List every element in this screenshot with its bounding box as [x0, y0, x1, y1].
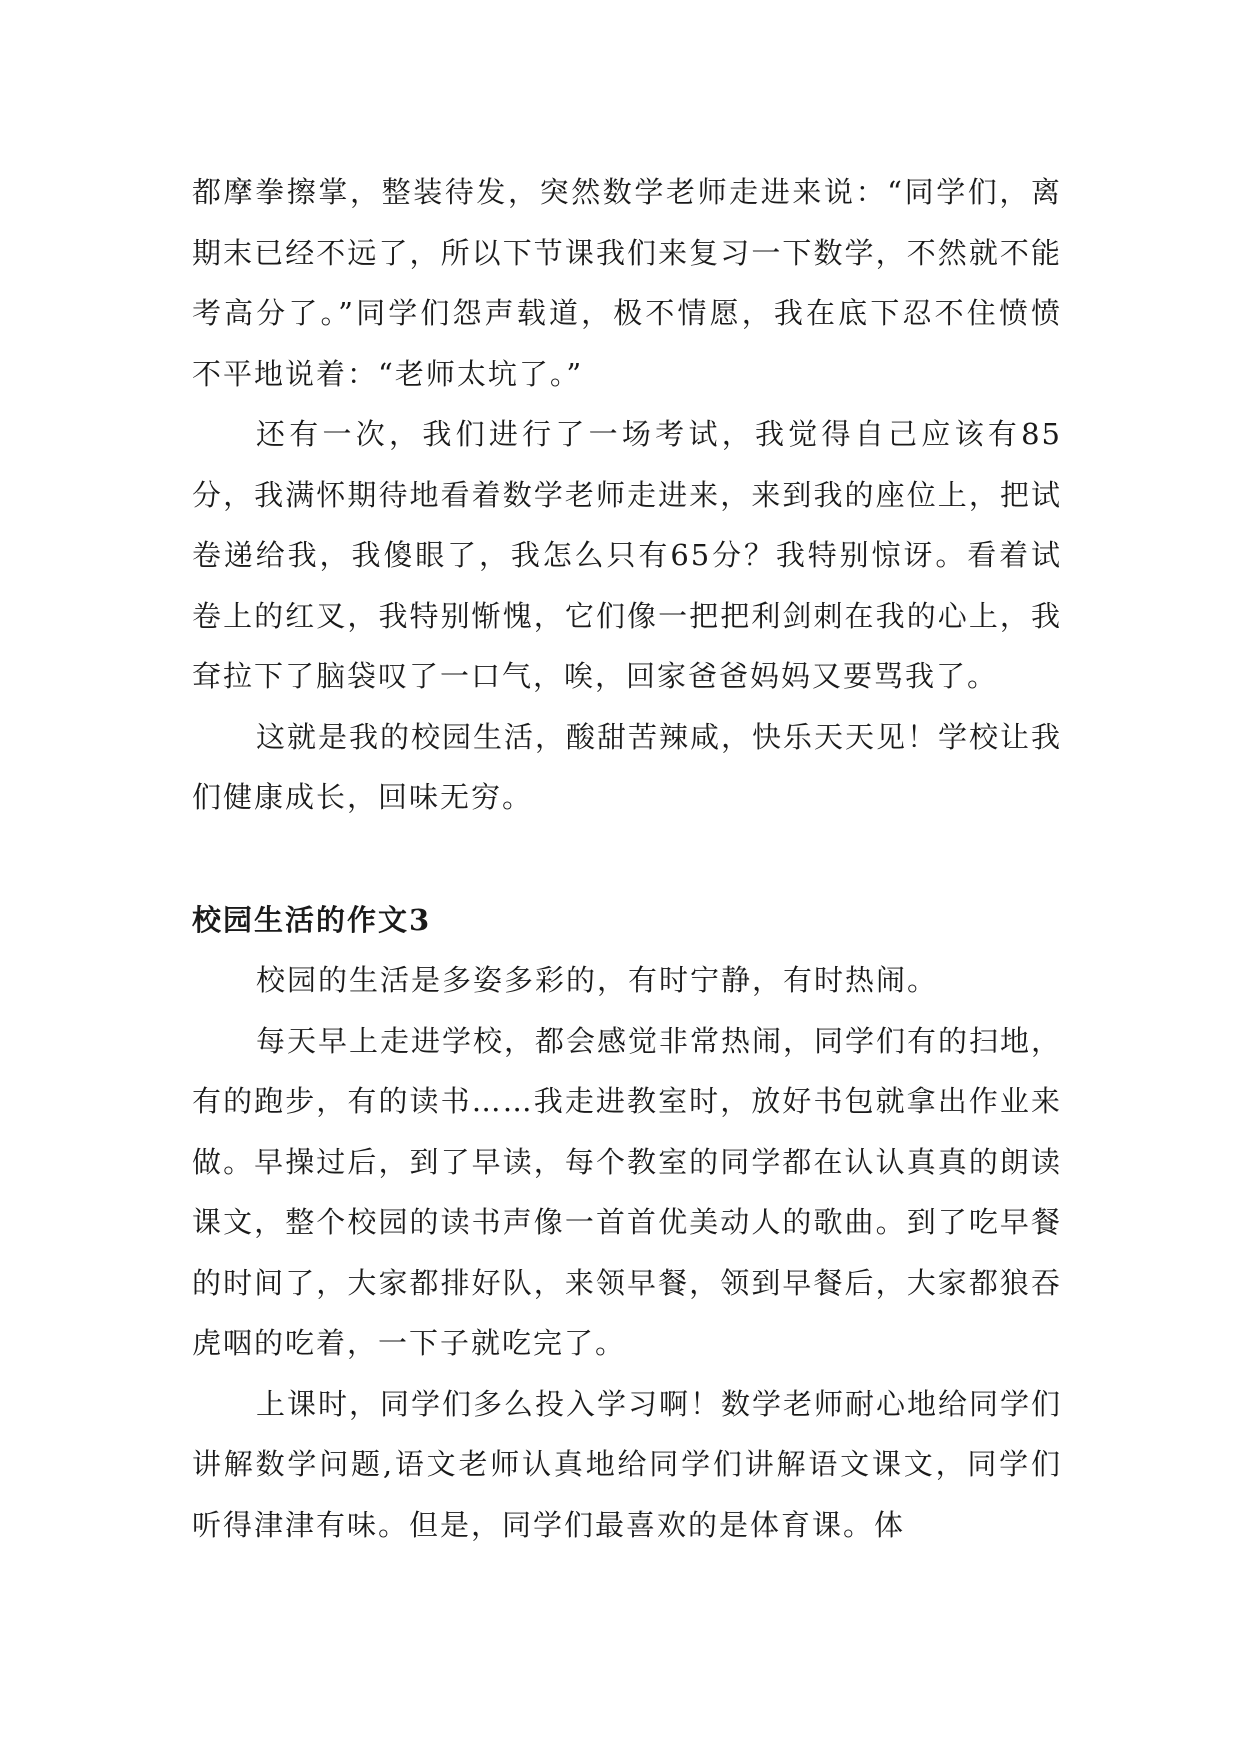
paragraph: 每天早上走进学校，都会感觉非常热闹，同学们有的扫地，有的跑步，有的读书……我走进教室时，放好书包就拿出作业来做。早操过后，到了早读，每个教室的同学都在认认真真的朗读课文，整个校园的读书声像一首首优美动人的歌曲。到了吃早餐的时间了，大家都排好队，来领早餐，领到早餐后，大家都狼吞虎咽的吃着，一下子就吃完了。	[192, 1023, 1063, 1360]
paragraph: 这就是我的校园生活，酸甜苦辣咸，快乐天天见！学校让我们健康成长，回味无穷。	[192, 719, 1063, 814]
paragraph: 校园的生活是多姿多彩的，有时宁静，有时热闹。	[256, 963, 939, 997]
paragraph: 都摩拳擦掌，整装待发，突然数学老师走进来说：“同学们，离期末已经不远了，所以下节课我们来复习一下数学，不然就不能考高分了。”同学们怨声载道，极不情愿，我在底下忍不住愤愤不平地说着：“老师太坑了。”	[192, 175, 1062, 391]
section-title: 校园生活的作文3	[192, 902, 432, 937]
paragraph: 上课时，同学们多么投入学习啊！数学老师耐心地给同学们讲解数学问题,语文老师认真地给同学们讲解语文课文，同学们听得津津有味。但是，同学们最喜欢的是体育课。体	[192, 1386, 1063, 1542]
paragraph: 还有一次，我们进行了一场考试，我觉得自己应该有85分，我满怀期待地看着数学老师走进来，来到我的座位上，把试卷递给我，我傻眼了，我怎么只有65分？我特别惊讶。看着试卷上的红叉，我特别惭愧，它们像一把把利剑刺在我的心上，我耷拉下了脑袋叹了一口气，唉，回家爸爸妈妈又要骂我了。	[192, 417, 1062, 693]
document-page	[192, 162, 1062, 1555]
